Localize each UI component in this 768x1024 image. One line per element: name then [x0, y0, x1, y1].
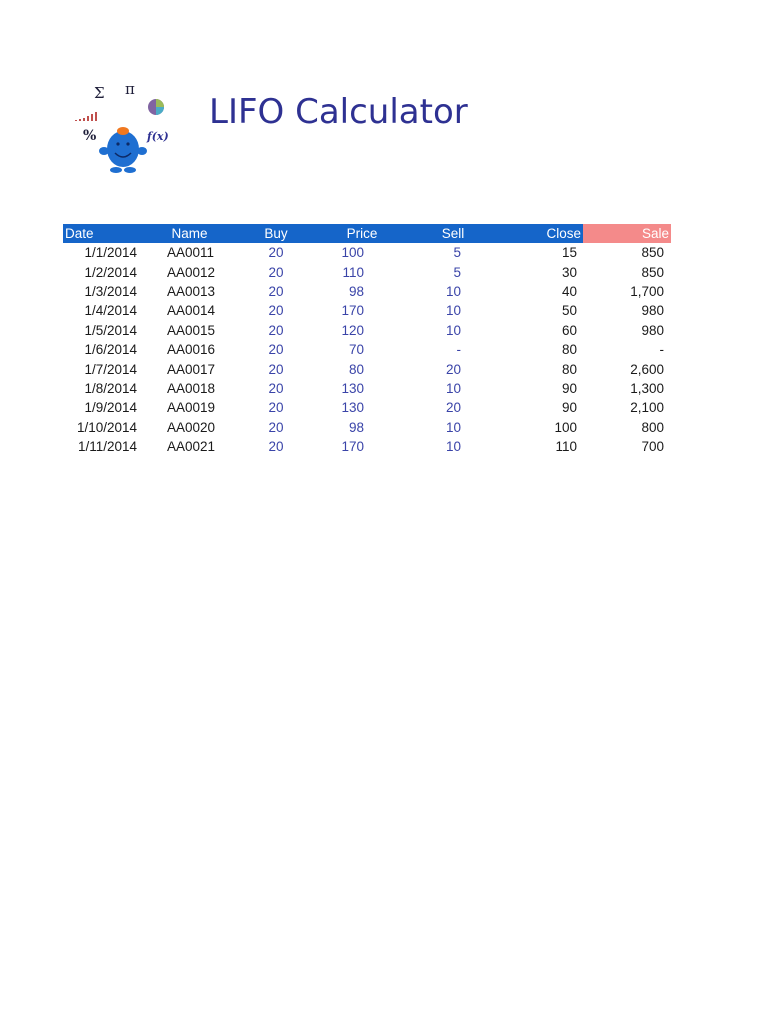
table-row — [63, 398, 671, 417]
logo — [72, 80, 172, 176]
cell-buy[interactable]: 20 — [268, 245, 284, 261]
cell-name: AA0017 — [167, 361, 216, 377]
lifo-table — [63, 224, 671, 456]
cell-close: 90 — [561, 380, 577, 396]
cell-sell[interactable]: 20 — [445, 400, 461, 416]
cell-buy[interactable]: 20 — [268, 439, 284, 455]
table-row — [63, 437, 671, 456]
header-buy: Buy — [236, 224, 316, 243]
cell-date: 1/2/2014 — [84, 264, 137, 280]
sigma-symbol: Σ — [94, 84, 105, 102]
cell-price[interactable]: 70 — [348, 342, 364, 358]
cell-close: 50 — [561, 303, 577, 319]
cell-close: 15 — [561, 245, 577, 261]
table-row — [63, 379, 671, 398]
cell-date: 1/4/2014 — [84, 303, 137, 319]
cell-price[interactable]: 170 — [341, 303, 364, 319]
cell-price[interactable]: 110 — [342, 264, 364, 280]
cell-sell[interactable]: 10 — [445, 439, 461, 455]
cell-price[interactable]: 80 — [348, 361, 364, 377]
cell-name: AA0015 — [167, 322, 216, 338]
cell-date: 1/3/2014 — [84, 283, 137, 299]
percent-symbol: % — [83, 128, 97, 144]
cell-sell[interactable]: 10 — [445, 322, 461, 338]
cell-sale: 700 — [641, 439, 664, 455]
cell-close: 80 — [561, 342, 577, 358]
cell-sale: 1,700 — [630, 283, 664, 299]
cell-buy[interactable]: 20 — [268, 283, 284, 299]
cell-sale: 850 — [641, 245, 664, 261]
cell-close: 60 — [561, 322, 577, 338]
cell-price[interactable]: 120 — [341, 322, 364, 338]
cell-date: 1/1/2014 — [84, 245, 137, 261]
cell-sale: 850 — [641, 264, 664, 280]
cell-date: 1/10/2014 — [76, 419, 137, 435]
cell-close: 80 — [561, 361, 577, 377]
table-header-row — [63, 224, 671, 243]
page-title: LIFO Calculator — [209, 92, 468, 132]
table-row — [63, 340, 671, 359]
header-sell: Sell — [408, 224, 498, 243]
cell-buy[interactable]: 20 — [268, 264, 284, 280]
header-date: Date — [63, 224, 143, 243]
cell-date: 1/6/2014 — [84, 342, 137, 358]
cell-sell[interactable]: 20 — [445, 361, 461, 377]
cell-name: AA0014 — [167, 303, 216, 319]
cell-sale: 980 — [641, 322, 664, 338]
cell-name: AA0021 — [167, 439, 216, 455]
cell-sell[interactable]: 5 — [453, 264, 461, 280]
cell-close: 90 — [561, 400, 577, 416]
cell-buy[interactable]: 20 — [268, 303, 284, 319]
table-row — [63, 243, 671, 262]
cell-buy[interactable]: 20 — [268, 322, 284, 338]
table-row — [63, 282, 671, 301]
cell-sale: 1,300 — [630, 380, 664, 396]
cell-sell[interactable]: 5 — [453, 245, 461, 261]
cell-close: 110 — [555, 439, 577, 455]
cell-buy[interactable]: 20 — [268, 419, 284, 435]
pi-symbol: π — [125, 80, 135, 98]
table-row — [63, 262, 671, 281]
cell-price[interactable]: 100 — [341, 245, 364, 261]
cell-sale: 800 — [641, 419, 664, 435]
cell-name: AA0020 — [167, 419, 216, 435]
cell-sell[interactable]: 10 — [445, 419, 461, 435]
cell-buy[interactable]: 20 — [268, 342, 284, 358]
cell-name: AA0019 — [167, 400, 216, 416]
table-row — [63, 418, 671, 437]
header-name: Name — [143, 224, 236, 243]
cell-date: 1/11/2014 — [77, 439, 137, 455]
cell-date: 1/7/2014 — [84, 361, 137, 377]
cell-sale: 980 — [641, 303, 664, 319]
header-close: Close — [498, 224, 583, 243]
cell-buy[interactable]: 20 — [268, 361, 284, 377]
cell-close: 30 — [561, 264, 577, 280]
table-row — [63, 359, 671, 378]
cell-close: 100 — [554, 419, 577, 435]
header-sale: Sale — [583, 224, 671, 243]
cell-sell[interactable]: 10 — [445, 303, 461, 319]
table-row — [63, 301, 671, 320]
cell-price[interactable]: 98 — [348, 283, 364, 299]
cell-sale: - — [659, 342, 664, 358]
cell-price[interactable]: 170 — [341, 439, 364, 455]
cell-buy[interactable]: 20 — [268, 400, 284, 416]
cell-name: AA0016 — [167, 342, 216, 358]
cell-name: AA0012 — [167, 264, 216, 280]
table-row — [63, 321, 671, 340]
cell-price[interactable]: 130 — [341, 380, 364, 396]
cell-name: AA0018 — [167, 380, 216, 396]
header-price: Price — [316, 224, 408, 243]
cell-price[interactable]: 130 — [341, 400, 364, 416]
cell-date: 1/8/2014 — [84, 380, 137, 396]
cell-sale: 2,600 — [630, 361, 664, 377]
cell-sell[interactable]: 10 — [445, 283, 461, 299]
cell-name: AA0011 — [167, 245, 215, 261]
cell-name: AA0013 — [167, 283, 216, 299]
cell-sell[interactable]: - — [456, 342, 461, 358]
function-symbol: f(x) — [147, 130, 169, 143]
cell-price[interactable]: 98 — [348, 419, 364, 435]
cell-date: 1/9/2014 — [84, 400, 137, 416]
cell-sale: 2,100 — [630, 400, 664, 416]
cell-date: 1/5/2014 — [84, 322, 137, 338]
cell-buy[interactable]: 20 — [268, 380, 284, 396]
cell-sell[interactable]: 10 — [445, 380, 461, 396]
cell-close: 40 — [561, 283, 577, 299]
